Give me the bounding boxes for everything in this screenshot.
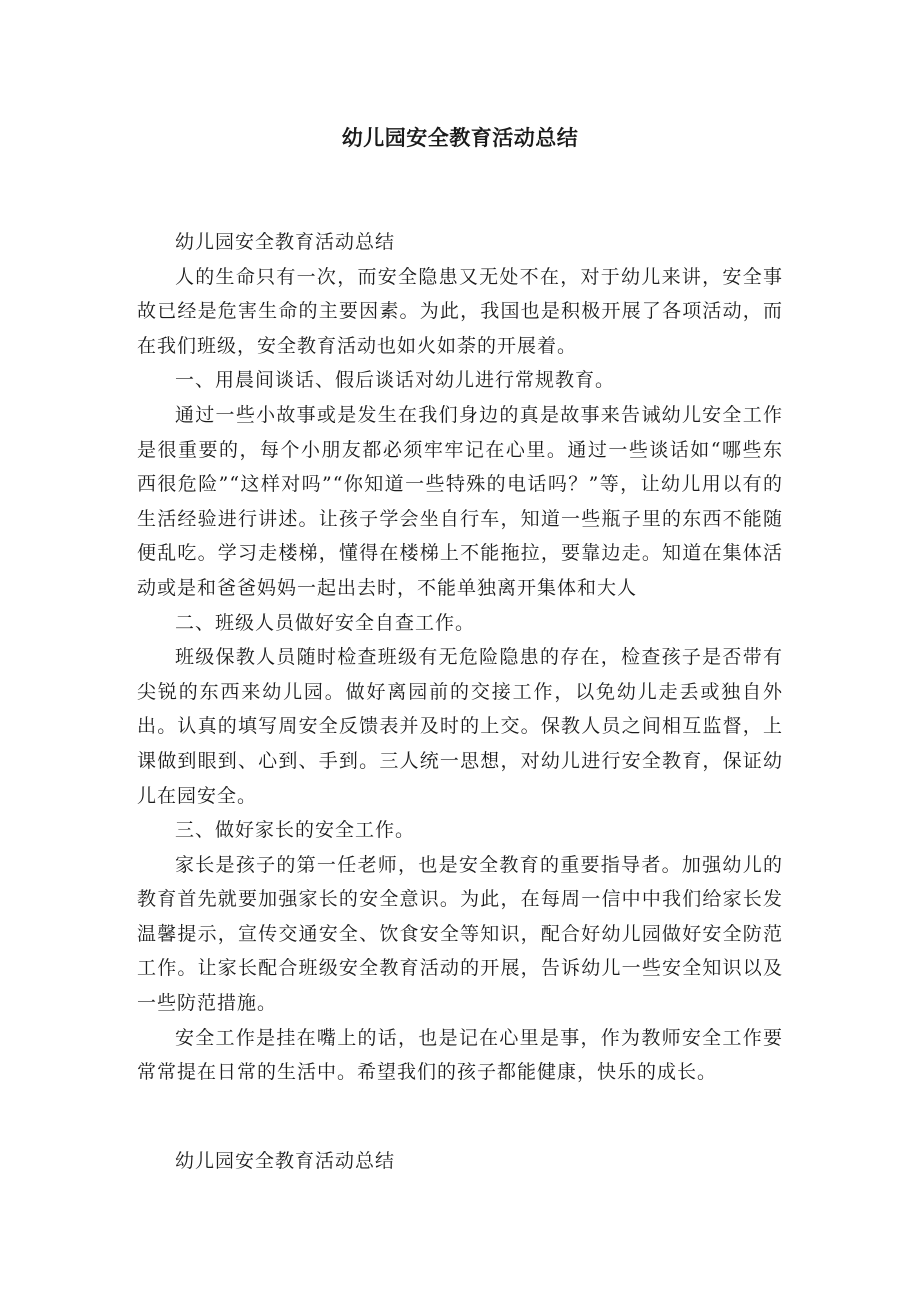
paragraph-conclusion: 安全工作是挂在嘴上的话，也是记在心里是事，作为教师安全工作要常常提在日常的生活中。希望我们的孩子都能健康，快乐的成长。 xyxy=(137,1026,783,1084)
section-heading: 幼儿园安全教育活动总结 xyxy=(175,231,396,253)
paragraph-parents: 家长是孩子的第一任老师，也是安全教育的重要指导者。加强幼儿的教育首先就要加强家长的安全意识。为此，在每周一信中中我们给家长发温馨提示，宣传交通安全、饮食安全等知识，配合好幼儿园做好安全防范工作。让家长配合班级安全教育活动的开展，告诉幼儿一些安全知识以及一些防范措施。 xyxy=(137,853,783,1015)
intro-paragraph: 人的生命只有一次，而安全隐患又无处不在，对于幼儿来讲，安全事故已经是危害生命的主要因素。为此，我国也是积极开展了各项活动，而在我们班级，安全教育活动也如火如荼的开展着。 xyxy=(137,265,783,357)
section-heading-3: 三、做好家长的安全工作。 xyxy=(175,819,416,842)
document-title: 幼儿园安全教育活动总结 xyxy=(341,126,579,150)
trailing-heading: 幼儿园安全教育活动总结 xyxy=(175,1149,396,1172)
paragraph-morning-talk: 通过一些小故事或是发生在我们身边的真是故事来告诫幼儿安全工作是很重要的，每个小朋友都必须牢牢记在心里。通过一些谈话如“哪些东西很危险”“这样对吗”“你知道一些特殊的电话吗？”等，让幼儿用以有的生活经验进行讲述。让孩子学会坐自行车，知道一些瓶子里的东西不能随便乱吃。学习走楼梯，懂得在楼梯上不能拖拉，要靠边走。知道在集体活动或是和爸爸妈妈一起出去时，不能单独离开集体和大人 xyxy=(137,403,783,599)
section-heading-1: 一、用晨间谈话、假后谈话对幼儿进行常规教育。 xyxy=(175,369,616,392)
paragraph-class-inspection: 班级保教人员随时检查班级有无危险隐患的存在，检查孩子是否带有尖锐的东西来幼儿园。做好离园前的交接工作，以免幼儿走丢或独自外出。认真的填写周安全反馈表并及时的上交。保教人员之间相互监督，上课做到眼到、心到、手到。三人统一思想，对幼儿进行安全教育，保证幼儿在园安全。 xyxy=(137,646,783,807)
section-heading-2: 二、班级人员做好安全自查工作。 xyxy=(175,611,476,634)
document-body xyxy=(137,225,783,1178)
paragraph-gap xyxy=(137,1090,783,1144)
